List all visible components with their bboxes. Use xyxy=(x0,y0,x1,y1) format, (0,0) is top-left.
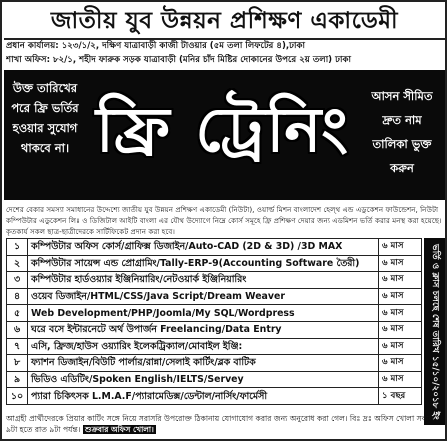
course-number: ২ xyxy=(7,255,28,272)
course-row xyxy=(7,305,422,322)
course-name: ঘরে বসে ইন্টারনেটে অর্থ উপার্জন Freelancing/Data Entry xyxy=(28,321,379,338)
deadline-strip-text: ভর্তি ও ক্লাস চলছে শেষ তারিখ ১৫/১০/২০১৮ ইং xyxy=(429,243,440,420)
course-number: ৫ xyxy=(7,305,28,322)
limited-seats-note: আসন সীমিত দ্রুত নাম তালিকা ভুক্ত করুন xyxy=(371,89,433,175)
admission-deadline-note: উক্ত তারিখের পরে ফ্রি ভর্তির হওয়ার সুযোগ থাকবে না। xyxy=(11,81,79,155)
course-number: ৭ xyxy=(7,338,28,355)
course-row xyxy=(7,338,422,355)
course-row xyxy=(7,355,422,372)
course-name: ভিডিও এডিটিং/Spoken English/IELTS/Servey xyxy=(28,371,379,388)
course-number: ১ xyxy=(7,239,28,256)
course-row xyxy=(7,255,422,272)
course-duration: ৬ মাস xyxy=(379,371,422,388)
course-duration: ৬ মাস xyxy=(379,338,422,355)
course-number: ৬ xyxy=(7,321,28,338)
program-description: দেশের বেকার সমস্যা সমাধানের উদ্দেশ্যে জাতীয় যুব উন্নয়ন প্রশিক্ষণ একাডেমী (নিউটা), ওয়ার্ল্ড মিশন বাংলাদেশ হেল্থ এন্ড এডুকেশন ফাউন্ডেশন, নিউটা কম্পিউটার এডুকেশন লিঃ ও ডিজিটাল আইটি বাংলা এর যৌথ উদ্যোগে নিম্নে কোর্স সমূহে ফ্রি প্রশিক্ষণ দেয়ার জন্য এডমিশন ভর্তি করার মনস্থ করা হয়েছে। কৃতকার্য সকল ছাত্র-ছাত্রীদেরকে সার্টিফিকেট প্রদান করা হবে। xyxy=(6,205,442,236)
course-name: ফ্যাশন ডিজাইন/বিউটি পার্লার/রান্না/সেলাই কার্টিং/ব্লক বাটিক xyxy=(28,355,379,372)
page-title: জাতীয় যুব উন্নয়ন প্রশিক্ষণ একাডেমী xyxy=(4,4,445,40)
course-row xyxy=(7,272,422,289)
course-row xyxy=(7,371,422,388)
deadline-strip xyxy=(424,238,445,425)
course-row xyxy=(7,239,422,256)
head-office-label: প্রধান কার্যালয়: xyxy=(6,41,59,51)
course-row xyxy=(7,321,422,338)
free-training-headline xyxy=(88,78,358,190)
course-number: ৩ xyxy=(7,272,28,289)
branch-office-text: ৮২/১, শহীদ ফারুক সড়ক যাত্রাবাড়ী (মনির চাঁদ মিষ্টির দোকানের উপরে ২য় তলা) ঢাকা xyxy=(53,55,351,65)
course-number: ৮ xyxy=(7,355,28,372)
course-name: কম্পিউটার হার্ডওয়্যার ইঞ্জিনিয়ারিং/নেটওয়ার্ক ইঞ্জিনিয়ারিং xyxy=(28,272,379,289)
branch-office-address xyxy=(6,54,445,67)
free-training-banner xyxy=(4,70,445,200)
head-office-text: ১২৩/১/২, দক্ষিণ যাত্রাবাড়ী কাজী টাওয়ার (৫ম তলা লিফটের ৪),ঢাকা xyxy=(61,41,306,51)
footer-note xyxy=(6,414,445,435)
course-table xyxy=(6,238,422,405)
branch-office-label: শাখা অফিস: xyxy=(6,55,50,65)
course-name: এসি, ফ্রিজ/হাউস ওয়্যারিং ইলেকট্রিক্যাল/মোবাইল ইঞ্জি: xyxy=(28,338,379,355)
course-duration: ৬ মাস xyxy=(379,272,422,289)
course-row xyxy=(7,288,422,305)
course-duration: ৬ মাস xyxy=(379,321,422,338)
free-training-text: ফ্রি ট্রেনিং xyxy=(96,92,350,166)
head-office-address xyxy=(6,40,445,53)
course-number: ৪ xyxy=(7,288,28,305)
footer-text: আগ্রহী প্রার্থীদেরকে প্রিয়ার কার্টিং সঙ্গে নিয়ে সরাসরি উপরোক্ত ঠিকানায় যোগাযোগ করার জন্য অনুরোধ করা গেল। বিঃ দ্রঃ অফিস খোলা সকাল ৯টা হতে রাত ৯টা পর্যন্ত। xyxy=(6,414,435,434)
course-name: ওয়েব ডিজাইন/HTML/CSS/Java Script/Dream Weaver xyxy=(28,288,379,305)
course-duration: ৬ মাস xyxy=(379,288,422,305)
course-duration: ৬ মাস xyxy=(379,239,422,256)
course-duration: ৬ মাস xyxy=(379,255,422,272)
course-name: কম্পিউটার অফিস কোর্স/গ্রাফিক্স ডিজাইন/Auto-CAD (2D & 3D) /3D MAX xyxy=(28,239,379,256)
course-name: প্যারা চিকিৎসক L.M.A.F/প্যারামেডিক্স/ডেন্টাল/নার্সিং/ফার্মেসী xyxy=(28,388,379,405)
friday-open-badge: শুক্রবার অফিস খোলা। xyxy=(84,424,154,434)
course-duration: ১ বছর xyxy=(379,388,422,405)
course-row xyxy=(7,388,422,405)
course-name: Web Development/PHP/Joomla/My SQL/Wordpress xyxy=(28,305,379,322)
course-number: ১০ xyxy=(7,388,28,405)
course-name: কম্পিউটার সায়েন্স এন্ড প্রোগ্রামিং/Tally-ERP-9(Accounting Software তৈরী) xyxy=(28,255,379,272)
course-number: ৯ xyxy=(7,371,28,388)
course-duration: ৬ মাস xyxy=(379,305,422,322)
course-duration: ৬ মাস xyxy=(379,355,422,372)
